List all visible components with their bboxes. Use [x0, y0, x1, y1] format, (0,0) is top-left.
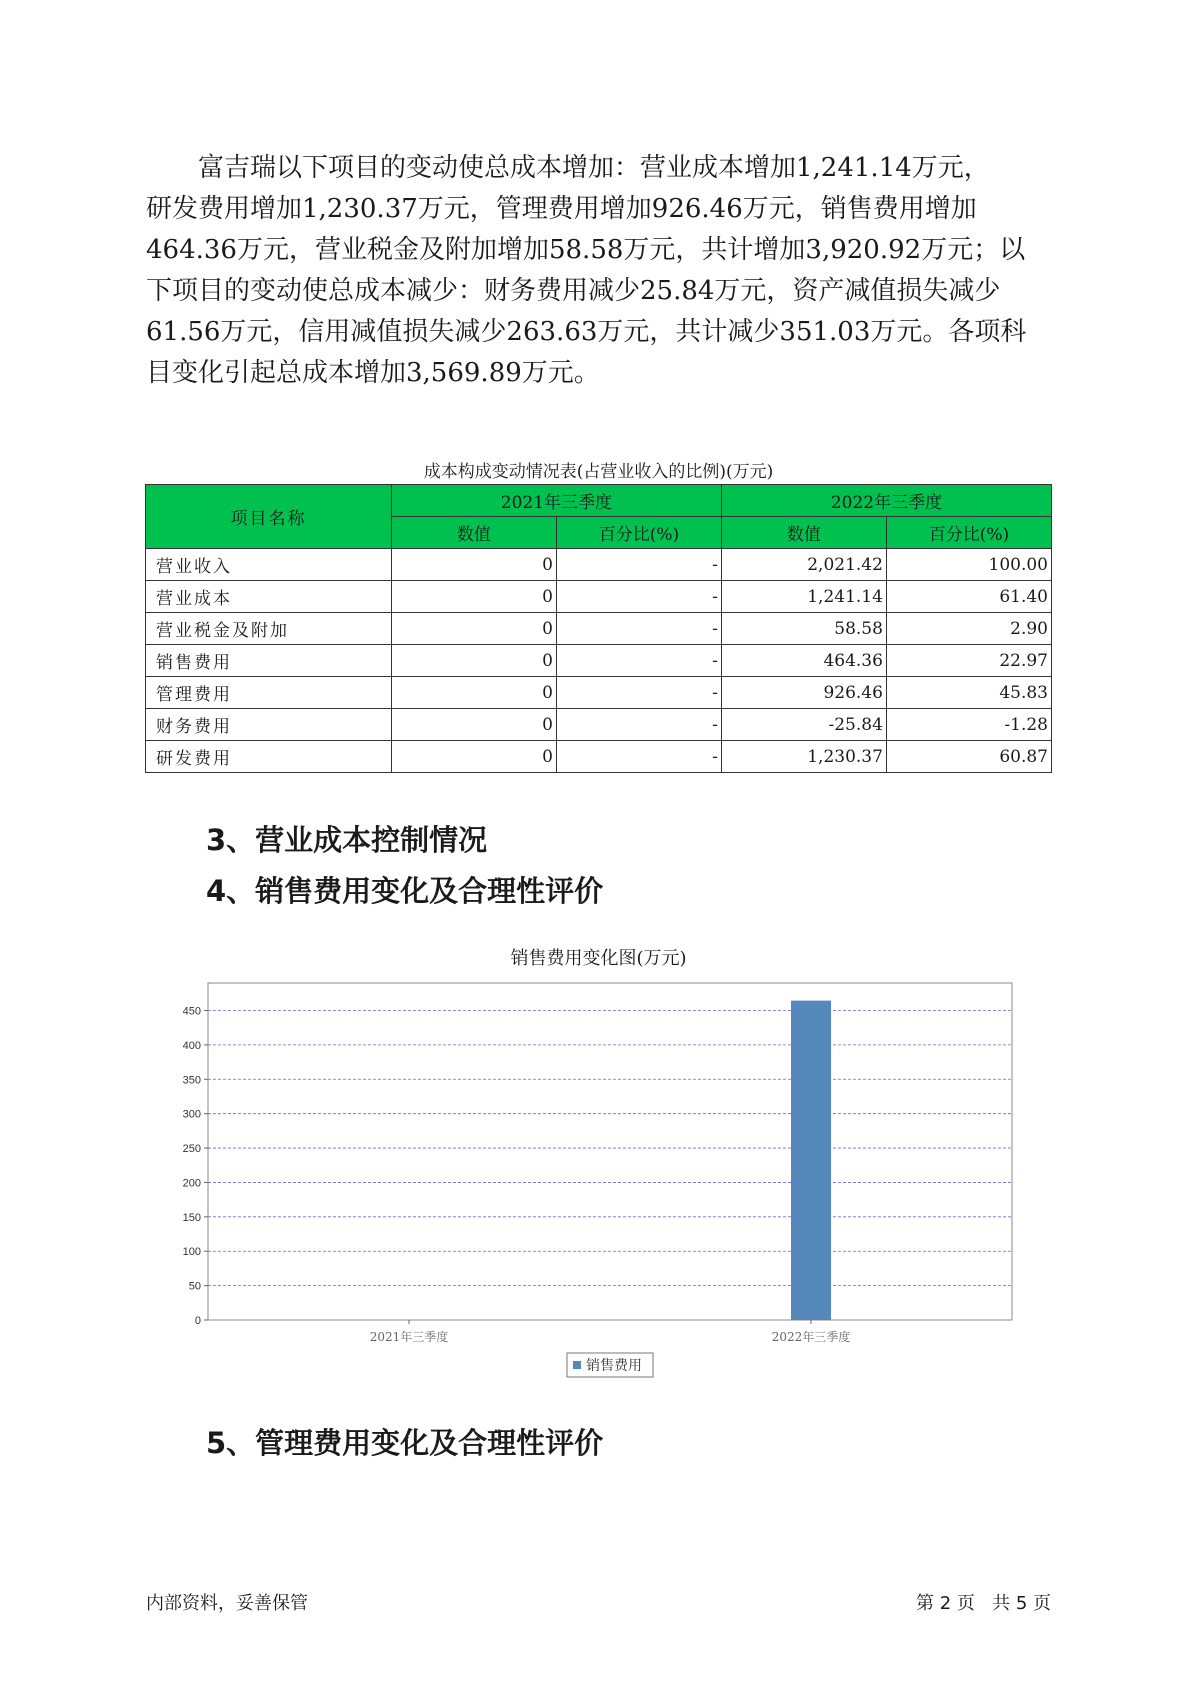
row-label: 营业税金及附加 [146, 613, 392, 645]
cell-value-2022: 2,021.42 [721, 549, 886, 581]
cell-value-2021: 0 [391, 613, 556, 645]
paragraph-line: 464.36万元，营业税金及附加增加58.58万元，共计增加3,920.92万元；以 [146, 235, 1026, 265]
cell-value-2022: -25.84 [721, 709, 886, 741]
heading-section-5: 5、管理费用变化及合理性评价 [206, 1426, 604, 1460]
cost-structure-table [145, 484, 1052, 773]
footer-confidential-note: 内部资料，妥善保管 [146, 1593, 308, 1614]
sales-expense-bar-chart [170, 975, 1020, 1395]
y-tick-label: 50 [188, 1280, 201, 1293]
y-tick-label: 150 [182, 1211, 201, 1224]
y-tick-label: 400 [182, 1039, 201, 1052]
header-period-2022: 2022年三季度 [721, 485, 1051, 517]
cell-value-2022: 1,241.14 [721, 581, 886, 613]
paragraph-line: 61.56万元，信用减值损失减少263.63万元，共计减少351.03万元。各项科 [146, 317, 1027, 347]
body-paragraph [146, 148, 1051, 394]
plot-area [208, 983, 1012, 1320]
table-row [146, 549, 1052, 581]
row-label: 研发费用 [146, 741, 392, 773]
cell-value-2021: 0 [391, 581, 556, 613]
cell-percent-2022: 45.83 [886, 677, 1051, 709]
bar [791, 1001, 831, 1320]
table-row [146, 645, 1052, 677]
cell-percent-2021: - [556, 645, 721, 677]
cell-percent-2022: 61.40 [886, 581, 1051, 613]
table-row [146, 613, 1052, 645]
cell-value-2022: 926.46 [721, 677, 886, 709]
paragraph-line: 研发费用增加1,230.37万元，管理费用增加926.46万元，销售费用增加 [146, 194, 977, 224]
y-tick-label: 100 [182, 1246, 201, 1259]
paragraph-line: 下项目的变动使总成本减少：财务费用减少25.84万元，资产减值损失减少 [146, 276, 1001, 306]
legend-label: 销售费用 [586, 1358, 642, 1374]
cell-percent-2022: 60.87 [886, 741, 1051, 773]
paragraph-line: 富吉瑞以下项目的变动使总成本增加：营业成本增加1,241.14万元， [198, 153, 990, 183]
cell-value-2021: 0 [391, 677, 556, 709]
cell-percent-2021: - [556, 581, 721, 613]
cell-value-2021: 0 [391, 741, 556, 773]
row-label: 营业成本 [146, 581, 392, 613]
y-tick-label: 450 [182, 1005, 201, 1018]
chart-title: 销售费用变化图(万元) [510, 948, 687, 969]
x-tick-label: 2021年三季度 [369, 1330, 449, 1344]
cell-value-2021: 0 [391, 709, 556, 741]
y-tick-label: 200 [182, 1177, 201, 1190]
row-label: 财务费用 [146, 709, 392, 741]
heading-section-4: 4、销售费用变化及合理性评价 [206, 874, 604, 908]
subheader-percent: 百分比(%) [556, 517, 721, 549]
y-tick-label: 300 [182, 1108, 201, 1121]
subheader-value: 数值 [721, 517, 886, 549]
y-tick-label: 250 [182, 1143, 201, 1156]
cell-percent-2022: 2.90 [886, 613, 1051, 645]
cell-percent-2021: - [556, 613, 721, 645]
x-tick-label: 2022年三季度 [771, 1330, 851, 1344]
subheader-value: 数值 [391, 517, 556, 549]
header-item-name: 项目名称 [146, 485, 392, 549]
header-period-2021: 2021年三季度 [391, 485, 721, 517]
row-label: 管理费用 [146, 677, 392, 709]
table-caption: 成本构成变动情况表(占营业收入的比例)(万元) [423, 462, 774, 482]
table-row [146, 677, 1052, 709]
cell-percent-2021: - [556, 549, 721, 581]
heading-section-3: 3、营业成本控制情况 [206, 823, 488, 857]
legend-swatch [573, 1361, 581, 1369]
cell-value-2021: 0 [391, 549, 556, 581]
cell-percent-2021: - [556, 709, 721, 741]
table-row [146, 741, 1052, 773]
y-tick-label: 0 [194, 1315, 201, 1327]
row-label: 营业收入 [146, 549, 392, 581]
table-row [146, 709, 1052, 741]
cell-percent-2022: -1.28 [886, 709, 1051, 741]
cell-percent-2022: 100.00 [886, 549, 1051, 581]
table-row [146, 581, 1052, 613]
row-label: 销售费用 [146, 645, 392, 677]
paragraph-line: 目变化引起总成本增加3,569.89万元。 [146, 358, 600, 388]
cell-value-2022: 58.58 [721, 613, 886, 645]
page-number: 第 2 页 共 5 页 [916, 1593, 1051, 1614]
cell-value-2021: 0 [391, 645, 556, 677]
cell-value-2022: 1,230.37 [721, 741, 886, 773]
cell-percent-2021: - [556, 677, 721, 709]
y-tick-label: 350 [182, 1074, 201, 1087]
cell-percent-2022: 22.97 [886, 645, 1051, 677]
cell-percent-2021: - [556, 741, 721, 773]
cell-value-2022: 464.36 [721, 645, 886, 677]
subheader-percent: 百分比(%) [886, 517, 1051, 549]
